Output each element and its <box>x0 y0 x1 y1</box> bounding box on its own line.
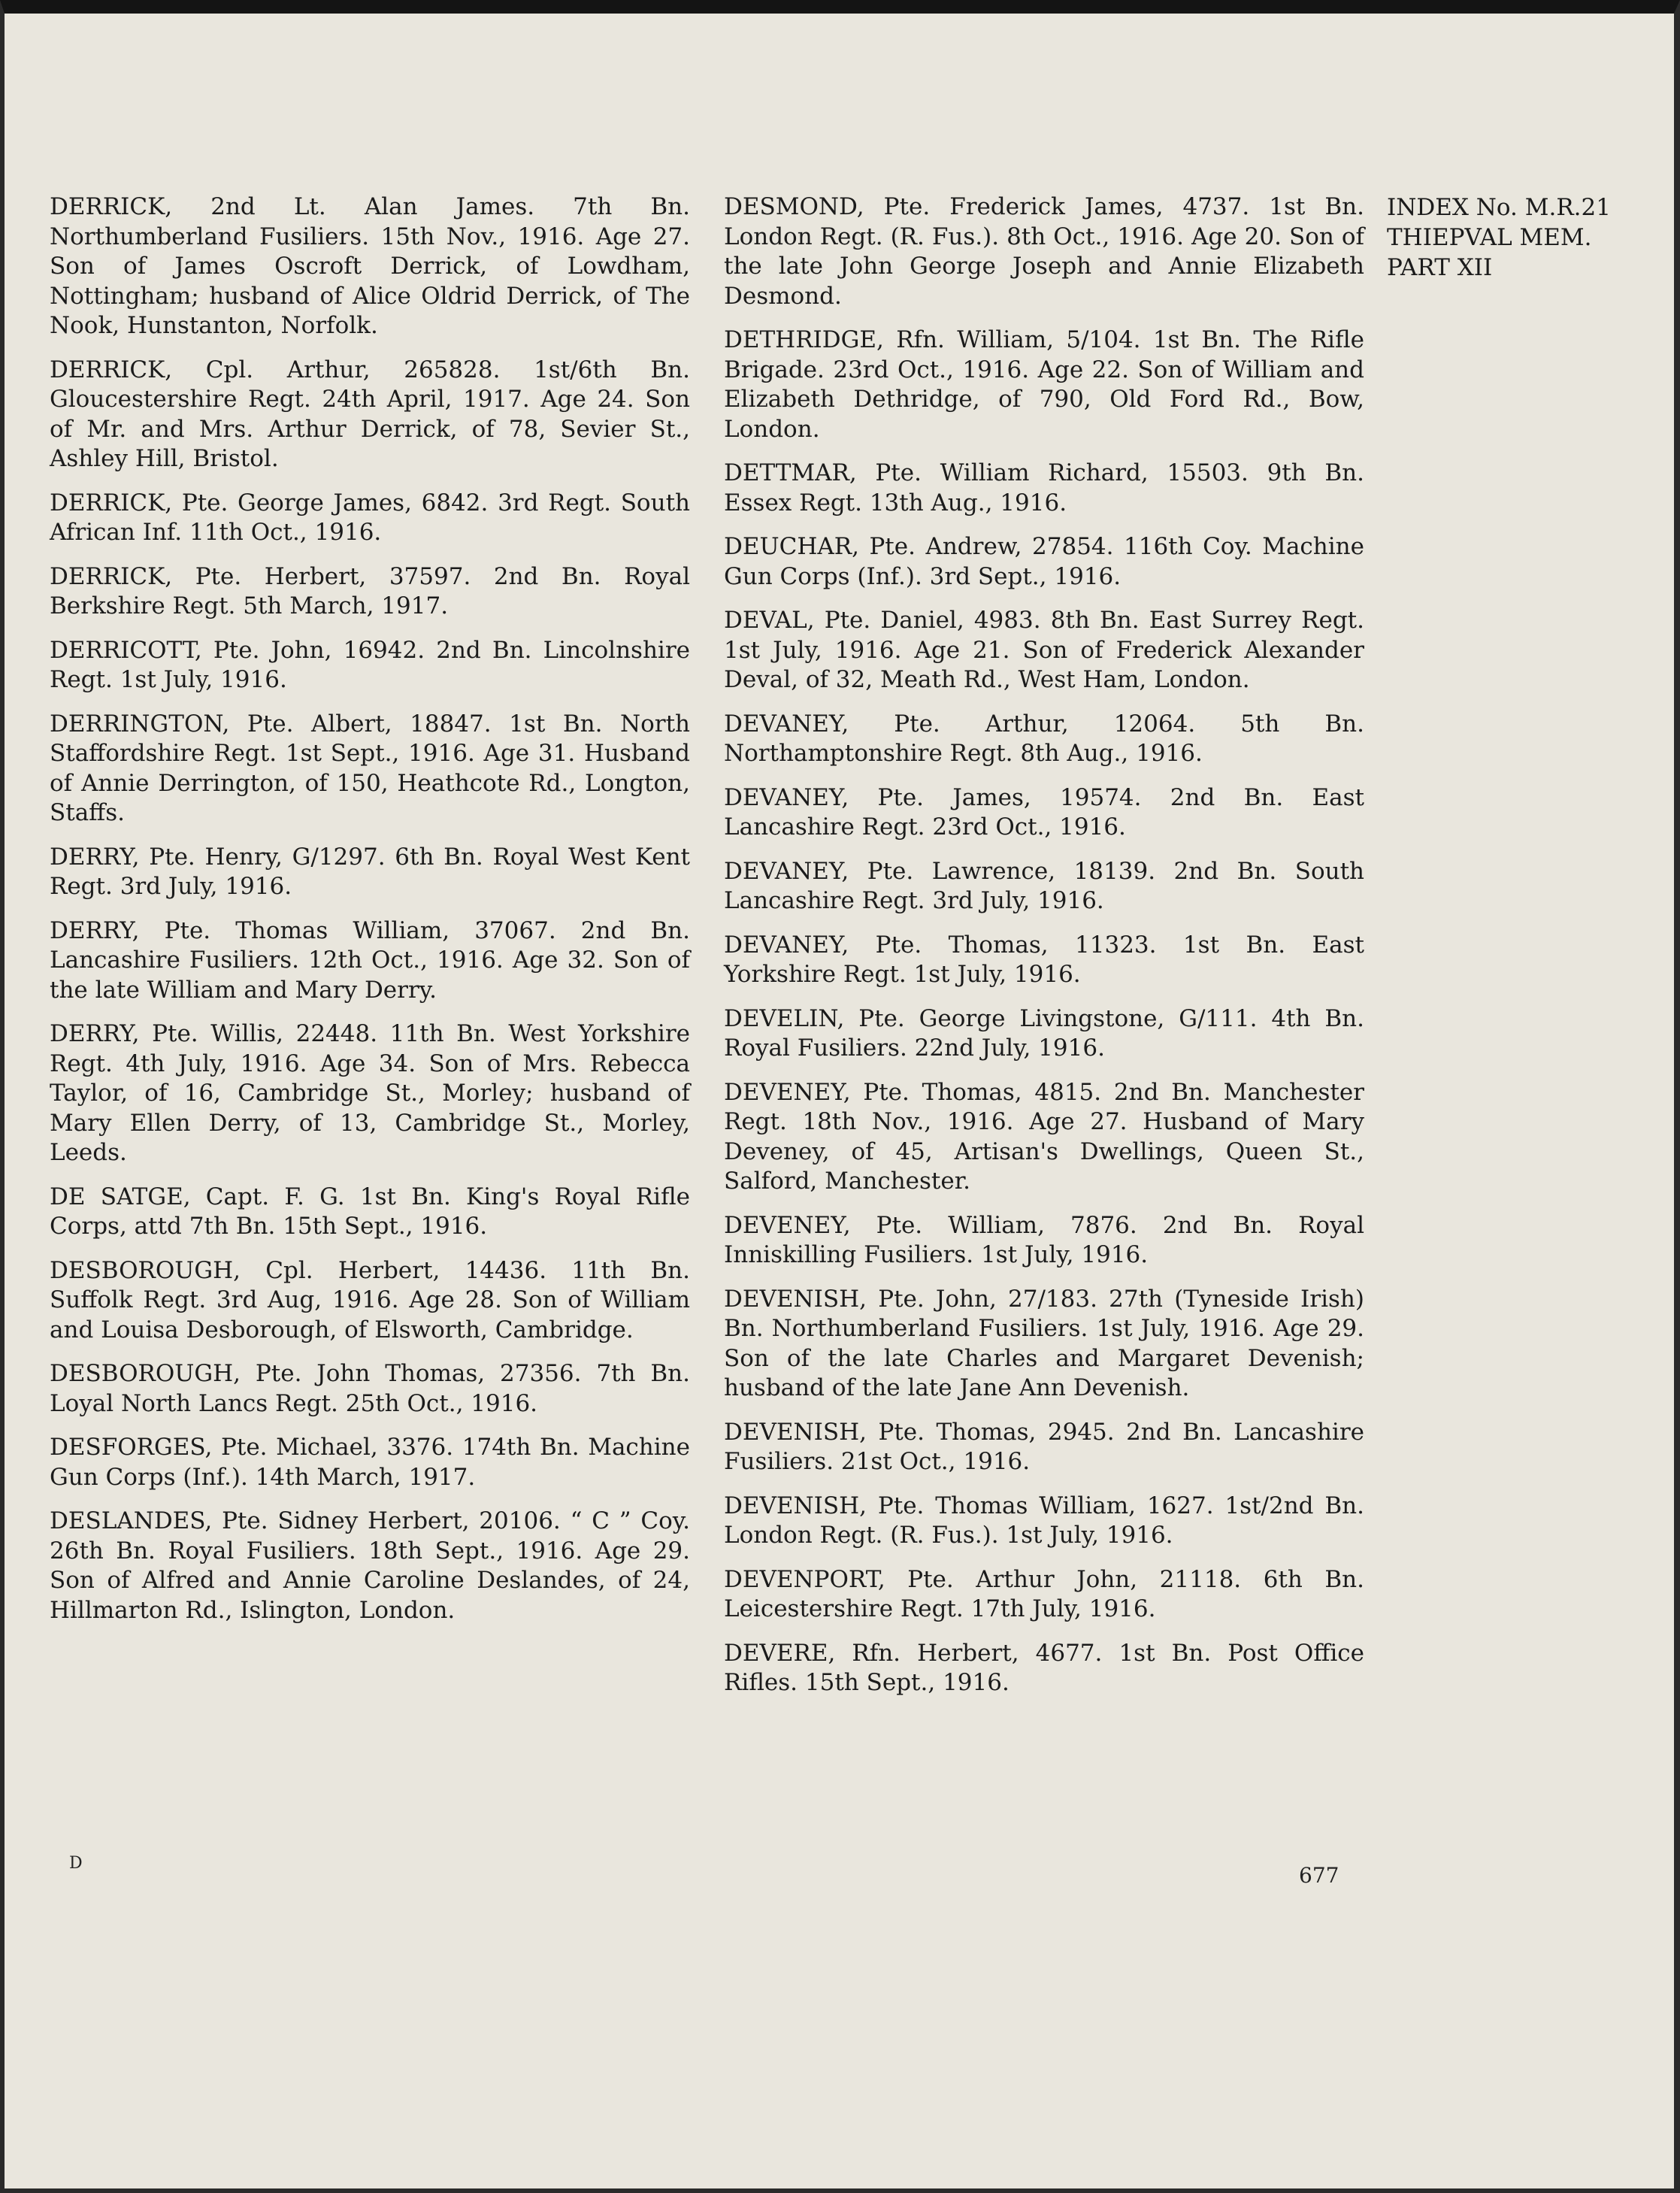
list-item: DE SATGE, Capt. F. G. 1st Bn. King's Royal Rifle Corps, attd 7th Bn. 15th Sept., 1916. <box>50 1183 690 1240</box>
list-item: DEVENEY, Pte. Thomas, 4815. 2nd Bn. Manchester Regt. 18th Nov., 1916. Age 27. Husband of Mary Deveney, of 45, Artisan's Dwellings, Queen St., Salford, Manchester. <box>724 1078 1364 1195</box>
list-item: DEVENISH, Pte. Thomas, 2945. 2nd Bn. Lancashire Fusiliers. 21st Oct., 1916. <box>724 1418 1364 1475</box>
page-number: 677 <box>1299 1863 1339 1888</box>
memorial-name: THIEPVAL MEM. <box>1387 224 1592 251</box>
list-item: DERRICOTT, Pte. John, 16942. 2nd Bn. Lincolnshire Regt. 1st July, 1916. <box>50 636 690 693</box>
index-number: INDEX No. M.R.21 <box>1387 194 1611 221</box>
list-item: DESMOND, Pte. Frederick James, 4737. 1st Bn. London Regt. (R. Fus.). 8th Oct., 1916. Age 20. Son of the late John George Joseph and Annie Elizabeth Desmond. <box>724 193 1364 310</box>
list-item: DEVANEY, Pte. Arthur, 12064. 5th Bn. Northamptonshire Regt. 8th Aug., 1916. <box>724 710 1364 767</box>
list-item: DEVENEY, Pte. William, 7876. 2nd Bn. Royal Inniskilling Fusiliers. 1st July, 1916. <box>724 1211 1364 1268</box>
list-item: DEVANEY, Pte. Lawrence, 18139. 2nd Bn. South Lancashire Regt. 3rd July, 1916. <box>724 857 1364 914</box>
memorial-part: PART XII <box>1387 254 1493 281</box>
list-item: DERRICK, Pte. Herbert, 37597. 2nd Bn. Royal Berkshire Regt. 5th March, 1917. <box>50 562 690 619</box>
list-item: DEVENISH, Pte. John, 27/183. 27th (Tyneside Irish) Bn. Northumberland Fusiliers. 1st July, 1916. Age 29. Son of the late Charles and Margaret Devenish; husband of the late Jane Ann Devenish. <box>724 1285 1364 1401</box>
list-item: DEVANEY, Pte. Thomas, 11323. 1st Bn. East Yorkshire Regt. 1st July, 1916. <box>724 931 1364 988</box>
list-item: DESFORGES, Pte. Michael, 3376. 174th Bn. Machine Gun Corps (Inf.). 14th March, 1917. <box>50 1434 690 1491</box>
list-item: DERRINGTON, Pte. Albert, 18847. 1st Bn. North Staffordshire Regt. 1st Sept., 1916. Age 31. Husband of Annie Derrington, of 150, Heathcote Rd., Longton, Staffs. <box>50 710 690 826</box>
list-item: DESLANDES, Pte. Sidney Herbert, 20106. “ C ” Coy. 26th Bn. Royal Fusiliers. 18th Sept., 1916. Age 29. Son of Alfred and Annie Caroline Deslandes, of 24, Hillmarton Rd., Islington, London. <box>50 1507 690 1624</box>
list-item: DEUCHAR, Pte. Andrew, 27854. 116th Coy. Machine Gun Corps (Inf.). 3rd Sept., 1916. <box>724 533 1364 590</box>
right-column <box>724 192 1364 1713</box>
list-item: DEVANEY, Pte. James, 19574. 2nd Bn. East Lancashire Regt. 23rd Oct., 1916. <box>724 783 1364 841</box>
list-item: DERRY, Pte. Willis, 22448. 11th Bn. West Yorkshire Regt. 4th July, 1916. Age 34. Son of Mrs. Rebecca Taylor, of 16, Cambridge St., Morley; husband of Mary Ellen Derry, of 13, Cambridge St., Morley, Leeds. <box>50 1020 690 1166</box>
list-item: DERRICK, Cpl. Arthur, 265828. 1st/6th Bn. Gloucestershire Regt. 24th April, 1917. Age 24. Son of Mr. and Mrs. Arthur Derrick, of 78, Sevier St., Ashley Hill, Bristol. <box>50 356 690 472</box>
left-column <box>50 192 690 1640</box>
list-item: DESBOROUGH, Cpl. Herbert, 14436. 11th Bn. Suffolk Regt. 3rd Aug, 1916. Age 28. Son of William and Louisa Desborough, of Elsworth, Cambridge. <box>50 1256 690 1343</box>
list-item: DERRY, Pte. Henry, G/1297. 6th Bn. Royal West Kent Regt. 3rd July, 1916. <box>50 843 690 900</box>
list-item: DERRICK, Pte. George James, 6842. 3rd Regt. South African Inf. 11th Oct., 1916. <box>50 489 690 546</box>
list-item: DETTMAR, Pte. William Richard, 15503. 9th Bn. Essex Regt. 13th Aug., 1916. <box>724 459 1364 516</box>
list-item: DEVENISH, Pte. Thomas William, 1627. 1st/2nd Bn. London Regt. (R. Fus.). 1st July, 1916. <box>724 1492 1364 1549</box>
list-item: DEVENPORT, Pte. Arthur John, 21118. 6th Bn. Leicestershire Regt. 17th July, 1916. <box>724 1565 1364 1622</box>
list-item: DEVAL, Pte. Daniel, 4983. 8th Bn. East Surrey Regt. 1st July, 1916. Age 21. Son of Frederick Alexander Deval, of 32, Meath Rd., West Ham, London. <box>724 607 1364 693</box>
list-item: DEVERE, Rfn. Herbert, 4677. 1st Bn. Post Office Rifles. 15th Sept., 1916. <box>724 1639 1364 1696</box>
list-item: DERRY, Pte. Thomas William, 37067. 2nd Bn. Lancashire Fusiliers. 12th Oct., 1916. Age 32. Son of the late William and Mary Derry. <box>50 916 690 1004</box>
list-item: DESBOROUGH, Pte. John Thomas, 27356. 7th Bn. Loyal North Lancs Regt. 25th Oct., 1916. <box>50 1360 690 1417</box>
list-item: DETHRIDGE, Rfn. William, 5/104. 1st Bn. The Rifle Brigade. 23rd Oct., 1916. Age 22. Son of William and Elizabeth Dethridge, of 790, Old Ford Rd., Bow, London. <box>724 326 1364 443</box>
list-item: DERRICK, 2nd Lt. Alan James. 7th Bn. Northumberland Fusiliers. 15th Nov., 1916. Age 27. Son of James Oscroft Derrick, of Lowdham, Nottingham; husband of Alice Oldrid Derrick, of The Nook, Hunstanton, Norfolk. <box>50 193 690 339</box>
index-header <box>1387 192 1672 283</box>
list-item: DEVELIN, Pte. George Livingstone, G/111. 4th Bn. Royal Fusiliers. 22nd July, 1916. <box>724 1004 1364 1062</box>
section-letter: D <box>69 1854 83 1873</box>
